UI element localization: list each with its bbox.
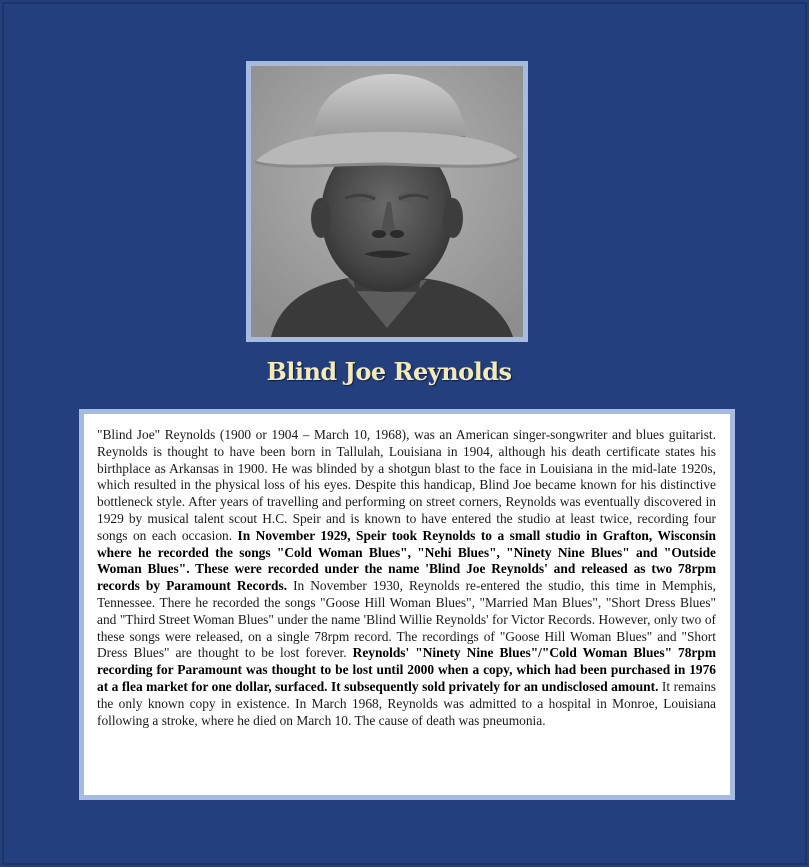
- page-title: Blind Joe Reynolds: [266, 357, 512, 386]
- bio-frame: [79, 409, 735, 800]
- portrait-photo: [251, 66, 523, 337]
- bio-segment: "Blind Joe" Reynolds (1900 or 1904 – March 10, 1968), was an American singer-songwriter and blues guitarist. Reynolds is thought to have been born in Tallulah, Louisiana in 1904, although his death certificate states his birthplace as Arkansas in 1900. He was blinded by a shotgun blast to the face in Louisiana in the mid-late 1920s, which resulted in the physical loss of his eyes. Despite this handicap, Blind Joe became known for his distinctive bottleneck style. After years of travelling and performing on street corners, Reynolds was eventually discovered in 1929 by musical talent scout H.C. Speir and is known to have entered the studio at least twice, recording four songs on each occasion.: [97, 427, 716, 543]
- bio-segment: It remains the only known copy in existence. In March 1968, Reynolds was admitted to a hospital in Monroe, Louisiana following a stroke, where he died on March 10. The cause of death was pneumonia.: [97, 678, 716, 728]
- bio-segment-bold: Reynolds' "Ninety Nine Blues"/"Cold Woman Blues" 78rpm recording for Paramount was thought to be lost until 2000 when a copy, which had been purchased in 1976 at a flea market for one dollar, surfaced. It subsequently sold privately for an undisclosed amount.: [97, 645, 716, 694]
- portrait-frame: [246, 61, 528, 342]
- bio-segment-bold: In November 1929, Speir took Reynolds to a small studio in Grafton, Wisconsin where he recorded the songs "Cold Woman Blues", "Nehi Blues", "Ninety Nine Blues" and "Outside Woman Blues". These were recorded under the name 'Blind Joe Reynolds' and released as two 78rpm records by Paramount Records.: [97, 527, 716, 594]
- bio-segment: In November 1930, Reynolds re-entered the studio, this time in Memphis, Tennessee. There he recorded the songs "Goose Hill Woman Blues", "Married Man Blues", "Short Dress Blues" and "Third Street Woman Blues" under the name 'Blind Willie Reynolds' for Victor Records. However, only two of these songs were released, on a single 78rpm record. The recordings of "Goose Hill Woman Blues" and "Short Dress Blues" are thought to be lost forever.: [97, 578, 716, 661]
- bio-text: [84, 414, 730, 795]
- portrait-image: [251, 66, 523, 337]
